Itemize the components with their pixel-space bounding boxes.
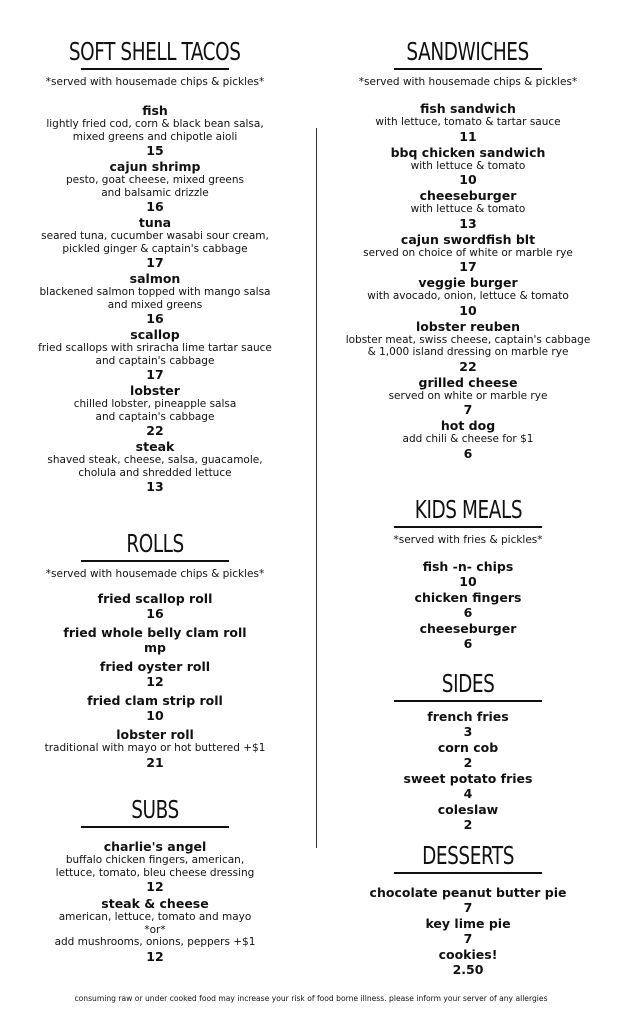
menu-item bbox=[322, 710, 614, 739]
item-price: 16 bbox=[146, 606, 164, 621]
item-name: hot dog bbox=[440, 418, 496, 433]
item-price: 22 bbox=[146, 423, 164, 438]
item-name: corn cob bbox=[437, 740, 499, 755]
item-description: chilled lobster, pineapple salsa bbox=[73, 398, 237, 410]
item-description: served on white or marble rye bbox=[388, 389, 548, 402]
section-title: SOFT SHELL TACOS bbox=[69, 37, 241, 66]
title-underline bbox=[81, 826, 229, 828]
item-price: 17 bbox=[146, 367, 164, 382]
menu-item bbox=[10, 384, 300, 438]
menu-item bbox=[10, 694, 300, 723]
item-price: 4 bbox=[463, 786, 473, 801]
menu-item bbox=[10, 592, 300, 621]
item-name: chocolate peanut butter pie bbox=[369, 885, 567, 900]
item-name: cookies! bbox=[438, 947, 498, 962]
section-title: ROLLS bbox=[126, 529, 184, 558]
item-price: 6 bbox=[463, 605, 473, 620]
allergy-disclaimer: consuming raw or under cooked food may increase your risk of food borne illness. please inform your server of any allergies bbox=[74, 994, 548, 1003]
menu-item bbox=[322, 622, 614, 651]
item-price: 6 bbox=[463, 636, 473, 651]
item-price: 2 bbox=[463, 755, 473, 770]
section-soft-shell-tacos bbox=[10, 38, 300, 494]
item-description: and captain's cabbage bbox=[95, 354, 215, 367]
item-description: fried scallops with sriracha lime tartar sauce bbox=[38, 342, 272, 354]
title-underline bbox=[81, 68, 229, 70]
item-price: 2 bbox=[463, 817, 473, 832]
menu-item bbox=[322, 560, 614, 589]
title-underline bbox=[394, 68, 542, 70]
item-price: 13 bbox=[146, 479, 164, 494]
item-price: mp bbox=[144, 640, 166, 655]
section-title: DESSERTS bbox=[422, 841, 514, 870]
section-sides bbox=[322, 670, 614, 832]
item-description: american, lettuce, tomato and mayo bbox=[58, 911, 252, 923]
item-name: fish bbox=[142, 103, 168, 118]
item-description: shaved steak, cheese, salsa, guacamole, bbox=[47, 454, 263, 466]
menu-item bbox=[322, 591, 614, 620]
item-price: 10 bbox=[459, 172, 477, 187]
section-desserts bbox=[322, 842, 614, 977]
menu-item bbox=[322, 189, 614, 231]
item-description: add mushrooms, onions, peppers +$1 bbox=[54, 936, 256, 948]
item-price: 13 bbox=[459, 215, 477, 231]
item-description: mixed greens and chipotle aioli bbox=[72, 130, 238, 143]
item-price: 12 bbox=[146, 948, 164, 964]
title-underline bbox=[394, 700, 542, 702]
menu-item bbox=[10, 840, 300, 894]
item-description: lobster meat, swiss cheese, captain's cabbage bbox=[345, 333, 591, 346]
section-sandwiches bbox=[322, 38, 614, 461]
item-description: seared tuna, cucumber wasabi sour cream, bbox=[41, 230, 269, 242]
item-name: key lime pie bbox=[425, 916, 511, 931]
section-title: SIDES bbox=[441, 669, 495, 698]
item-description: and balsamic drizzle bbox=[101, 186, 209, 199]
menu-item bbox=[10, 626, 300, 655]
menu-item bbox=[10, 660, 300, 689]
item-price: 22 bbox=[459, 358, 477, 374]
item-name: cheeseburger bbox=[419, 621, 517, 636]
item-description: with lettuce & tomato bbox=[410, 159, 526, 172]
item-price: 6 bbox=[463, 445, 473, 461]
menu-item bbox=[10, 104, 300, 158]
item-name: tuna bbox=[138, 215, 172, 230]
item-price: 17 bbox=[146, 255, 164, 270]
item-price: 12 bbox=[146, 674, 164, 689]
item-name: sweet potato fries bbox=[403, 771, 533, 786]
menu-item bbox=[322, 376, 614, 418]
item-name: chicken fingers bbox=[414, 590, 522, 605]
item-description: and mixed greens bbox=[107, 298, 203, 311]
section-title: SANDWICHES bbox=[406, 37, 530, 66]
item-name: steak bbox=[135, 439, 175, 454]
title-underline bbox=[394, 526, 542, 528]
item-description: blackened salmon topped with mango salsa bbox=[39, 286, 271, 298]
section-heading bbox=[322, 670, 614, 702]
item-name: lobster bbox=[130, 383, 180, 398]
item-name: fried scallop roll bbox=[97, 591, 213, 606]
menu-item bbox=[10, 328, 300, 382]
menu-item bbox=[322, 276, 614, 318]
item-price: 16 bbox=[146, 311, 164, 326]
menu-item bbox=[10, 216, 300, 270]
menu-item bbox=[10, 440, 300, 494]
item-price: 7 bbox=[463, 402, 473, 417]
menu-item bbox=[322, 772, 614, 801]
item-name: grilled cheese bbox=[418, 374, 518, 390]
menu-item bbox=[322, 948, 614, 977]
menu-item bbox=[10, 272, 300, 326]
item-name: french fries bbox=[427, 709, 509, 724]
menu-item bbox=[10, 160, 300, 214]
item-name: fried clam strip roll bbox=[87, 693, 223, 708]
section-heading bbox=[10, 530, 300, 562]
item-name: coleslaw bbox=[437, 802, 499, 817]
item-name: bbq chicken sandwich bbox=[390, 144, 546, 160]
menu-item bbox=[322, 741, 614, 770]
item-description: lettuce, tomato, bleu cheese dressing bbox=[55, 866, 255, 879]
menu-item bbox=[322, 233, 614, 275]
item-name: charlie's angel bbox=[103, 839, 207, 854]
item-price: 21 bbox=[146, 754, 164, 770]
item-description: cholula and shredded lettuce bbox=[78, 466, 232, 479]
item-name: salmon bbox=[129, 271, 181, 286]
item-price: 7 bbox=[463, 931, 473, 946]
title-underline bbox=[81, 560, 229, 562]
item-price: 10 bbox=[146, 708, 164, 723]
item-name: fish sandwich bbox=[420, 101, 516, 116]
section-note: *served with fries & pickles* bbox=[393, 534, 543, 546]
item-name: fried whole belly clam roll bbox=[63, 625, 247, 640]
section-kids-meals bbox=[322, 496, 614, 651]
item-name: scallop bbox=[130, 327, 180, 342]
menu-item bbox=[322, 102, 614, 144]
menu-item bbox=[322, 803, 614, 832]
item-price: 15 bbox=[146, 143, 164, 158]
menu-item bbox=[10, 897, 300, 964]
item-price: 17 bbox=[459, 259, 477, 274]
item-description: add chili & cheese for $1 bbox=[402, 433, 534, 445]
item-name: fried oyster roll bbox=[99, 659, 211, 674]
item-price: 16 bbox=[146, 199, 164, 214]
item-description: with lettuce, tomato & tartar sauce bbox=[375, 116, 561, 128]
item-description: lightly fried cod, corn & black bean salsa, bbox=[46, 118, 264, 130]
item-name: fish -n- chips bbox=[422, 559, 514, 574]
item-price: 7 bbox=[463, 900, 473, 915]
section-heading bbox=[322, 842, 614, 874]
item-name: cajun swordfish blt bbox=[400, 231, 536, 247]
item-description: buffalo chicken fingers, american, bbox=[65, 854, 245, 866]
menu-item bbox=[322, 146, 614, 188]
item-price: 10 bbox=[459, 302, 477, 318]
item-description: with lettuce & tomato bbox=[410, 203, 526, 215]
section-heading bbox=[10, 796, 300, 828]
section-note: *served with housemade chips & pickles* bbox=[45, 76, 265, 88]
menu-item bbox=[322, 419, 614, 461]
menu-item bbox=[322, 886, 614, 915]
item-name: cajun shrimp bbox=[109, 159, 201, 174]
section-title: SUBS bbox=[131, 795, 179, 824]
item-name: veggie burger bbox=[418, 275, 518, 290]
section-title: KIDS MEALS bbox=[414, 495, 522, 524]
item-price: 12 bbox=[146, 879, 164, 894]
item-description: & 1,000 island dressing on marble rye bbox=[367, 346, 569, 358]
item-name: lobster reuben bbox=[415, 318, 521, 334]
menu-item bbox=[322, 320, 614, 374]
section-rolls bbox=[10, 530, 300, 770]
item-description: with avocado, onion, lettuce & tomato bbox=[367, 290, 569, 302]
title-underline bbox=[394, 872, 542, 874]
menu-item bbox=[322, 917, 614, 946]
item-description: pesto, goat cheese, mixed greens bbox=[65, 174, 245, 186]
item-description: traditional with mayo or hot buttered +$1 bbox=[44, 742, 266, 754]
item-description: *or* bbox=[144, 923, 166, 936]
section-heading bbox=[322, 38, 614, 70]
item-price: 3 bbox=[463, 724, 473, 739]
menu-item bbox=[10, 728, 300, 770]
section-heading bbox=[10, 38, 300, 70]
section-subs bbox=[10, 796, 300, 964]
item-description: and captain's cabbage bbox=[95, 410, 215, 423]
section-note: *served with housemade chips & pickles* bbox=[45, 568, 265, 580]
item-name: cheeseburger bbox=[419, 188, 517, 203]
item-description: pickled ginger & captain's cabbage bbox=[62, 242, 248, 255]
item-description: served on choice of white or marble rye bbox=[363, 246, 573, 259]
section-note: *served with housemade chips & pickles* bbox=[358, 76, 578, 88]
item-price: 2.50 bbox=[452, 962, 484, 977]
column-divider bbox=[316, 128, 317, 848]
item-name: steak & cheese bbox=[101, 896, 209, 911]
section-heading bbox=[322, 496, 614, 528]
item-price: 11 bbox=[459, 128, 477, 144]
item-price: 10 bbox=[459, 574, 477, 589]
item-name: lobster roll bbox=[116, 727, 194, 742]
